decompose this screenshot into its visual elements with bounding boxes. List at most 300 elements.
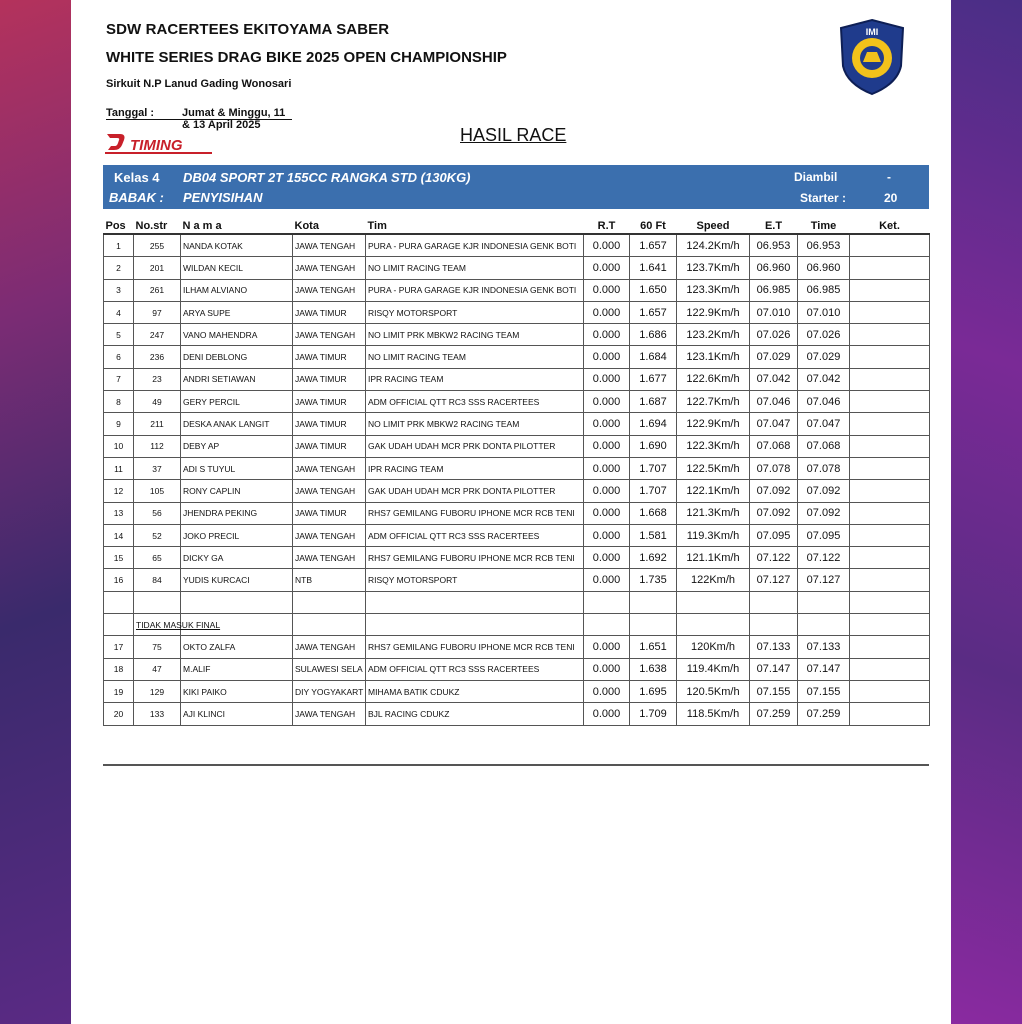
table-cell: ADM OFFICIAL QTT RC3 SSS RACERTEES: [366, 524, 584, 546]
table-cell: PURA - PURA GARAGE KJR INDONESIA GENK BOTI: [366, 279, 584, 301]
table-cell: ARYA SUPE: [181, 301, 293, 323]
table-cell: NO LIMIT PRK MBKW2 RACING TEAM: [366, 413, 584, 435]
table-header: [104, 218, 930, 234]
table-cell: 47: [134, 658, 181, 680]
table-cell: 07.155: [798, 680, 850, 702]
table-cell: 122.7Km/h: [677, 391, 750, 413]
table-cell: 1.690: [630, 435, 677, 457]
table-cell: 0.000: [584, 524, 630, 546]
left-background: [0, 0, 71, 1024]
table-cell: 07.259: [750, 703, 798, 725]
table-row: [104, 680, 930, 702]
table-cell: [850, 703, 930, 725]
table-cell: 4: [104, 301, 134, 323]
table-cell: 0.000: [584, 457, 630, 479]
table-cell: VANO MAHENDRA: [181, 324, 293, 346]
table-cell: 8: [104, 391, 134, 413]
table-cell: JAWA TENGAH: [293, 257, 366, 279]
table-cell: RONY CAPLIN: [181, 480, 293, 502]
table-cell: JAWA TIMUR: [293, 346, 366, 368]
table-cell: 06.985: [750, 279, 798, 301]
table-cell: 0.000: [584, 658, 630, 680]
col-nama: N a m a: [181, 218, 293, 234]
table-cell: 0.000: [584, 680, 630, 702]
table-cell: 10: [104, 435, 134, 457]
table-cell: 120.5Km/h: [677, 680, 750, 702]
table-cell: 1.686: [630, 324, 677, 346]
table-cell: 119.3Km/h: [677, 524, 750, 546]
col-nostr: No.str: [134, 218, 181, 234]
table-cell: 12: [104, 480, 134, 502]
table-cell: 37: [134, 457, 181, 479]
table-cell: [850, 614, 930, 636]
table-cell: [134, 591, 181, 613]
table-cell: 236: [134, 346, 181, 368]
table-cell: ADM OFFICIAL QTT RC3 SSS RACERTEES: [366, 658, 584, 680]
table-cell: JAWA TENGAH: [293, 324, 366, 346]
table-cell: M.ALIF: [181, 658, 293, 680]
date-value: Jumat & Minggu, 11 & 13 April 2025: [182, 107, 286, 131]
table-cell: 17: [104, 636, 134, 658]
table-cell: 122Km/h: [677, 569, 750, 591]
table-cell: 07.127: [798, 569, 850, 591]
table-cell: 1.668: [630, 502, 677, 524]
starter-label: Starter :: [800, 191, 847, 205]
table-row: [104, 234, 930, 257]
table-cell: 97: [134, 301, 181, 323]
table-cell: 07.046: [750, 391, 798, 413]
table-cell: JAWA TIMUR: [293, 435, 366, 457]
table-row: [104, 279, 930, 301]
table-cell: 122.3Km/h: [677, 435, 750, 457]
table-cell: RISQY MOTORSPORT: [366, 301, 584, 323]
table-cell: BJL RACING CDUKZ: [366, 703, 584, 725]
table-cell: 06.985: [798, 279, 850, 301]
table-cell: 122.6Km/h: [677, 368, 750, 390]
table-cell: 07.026: [798, 324, 850, 346]
table-cell: 65: [134, 547, 181, 569]
table-cell: [850, 457, 930, 479]
table-cell: [366, 614, 584, 636]
table-cell: JAWA TENGAH: [293, 703, 366, 725]
table-cell: 07.029: [798, 346, 850, 368]
table-cell: 261: [134, 279, 181, 301]
diambil-label: Diambil: [794, 170, 838, 184]
table-cell: 119.4Km/h: [677, 658, 750, 680]
table-cell: [850, 591, 930, 613]
table-cell: 0.000: [584, 480, 630, 502]
table-cell: 0.000: [584, 547, 630, 569]
table-cell: 122.5Km/h: [677, 457, 750, 479]
table-cell: [850, 301, 930, 323]
table-row: [104, 524, 930, 546]
table-cell: 07.095: [750, 524, 798, 546]
col-ket: Ket.: [850, 218, 930, 234]
table-cell: 07.042: [798, 368, 850, 390]
table-row: [104, 413, 930, 435]
table-cell: DICKY GA: [181, 547, 293, 569]
table-cell: [850, 435, 930, 457]
table-cell: 122.9Km/h: [677, 413, 750, 435]
table-cell: 1.707: [630, 457, 677, 479]
table-cell: 0.000: [584, 636, 630, 658]
col-tim: Tim: [366, 218, 584, 234]
table-cell: 07.026: [750, 324, 798, 346]
table-cell: 07.078: [750, 457, 798, 479]
table-cell: NO LIMIT RACING TEAM: [366, 257, 584, 279]
table-cell: 121.3Km/h: [677, 502, 750, 524]
table-cell: 52: [134, 524, 181, 546]
table-cell: [181, 591, 293, 613]
table-cell: [850, 480, 930, 502]
table-cell: [584, 591, 630, 613]
table-cell: GAK UDAH UDAH MCR PRK DONTA PILOTTER: [366, 480, 584, 502]
table-cell: 5: [104, 324, 134, 346]
table-cell: 07.047: [798, 413, 850, 435]
table-cell: 0.000: [584, 257, 630, 279]
table-cell: 11: [104, 457, 134, 479]
table-cell: 1.694: [630, 413, 677, 435]
table-cell: 7: [104, 368, 134, 390]
table-cell: [750, 614, 798, 636]
table-cell: 06.960: [750, 257, 798, 279]
table-cell: 255: [134, 234, 181, 257]
table-cell: 07.068: [750, 435, 798, 457]
table-cell: 0.000: [584, 435, 630, 457]
table-cell: JAWA TIMUR: [293, 502, 366, 524]
table-cell: [677, 591, 750, 613]
table-cell: 15: [104, 547, 134, 569]
table-cell: 06.953: [750, 234, 798, 257]
table-cell: [850, 524, 930, 546]
table-cell: 07.092: [750, 480, 798, 502]
table-cell: 1.695: [630, 680, 677, 702]
table-cell: 07.147: [798, 658, 850, 680]
table-cell: [850, 368, 930, 390]
table-row: [104, 435, 930, 457]
table-cell: [584, 614, 630, 636]
table-cell: [798, 614, 850, 636]
event-title-line1: SDW RACERTEES EKITOYAMA SABER: [106, 21, 390, 38]
table-cell: ILHAM ALVIANO: [181, 279, 293, 301]
table-cell: 23: [134, 368, 181, 390]
table-cell: DIY YOGYAKART: [293, 680, 366, 702]
table-cell: 0.000: [584, 368, 630, 390]
table-cell: 20: [104, 703, 134, 725]
table-cell: PURA - PURA GARAGE KJR INDONESIA GENK BOTI: [366, 234, 584, 257]
table-cell: 112: [134, 435, 181, 457]
table-cell: 1.581: [630, 524, 677, 546]
table-cell: JAWA TIMUR: [293, 391, 366, 413]
table-cell: JOKO PRECIL: [181, 524, 293, 546]
table-cell: SULAWESI SELA: [293, 658, 366, 680]
table-cell: 247: [134, 324, 181, 346]
table-cell: JAWA TIMUR: [293, 413, 366, 435]
table-cell: NO LIMIT PRK MBKW2 RACING TEAM: [366, 324, 584, 346]
table-cell: JHENDRA PEKING: [181, 502, 293, 524]
table-row: [104, 658, 930, 680]
circuit-name: Sirkuit N.P Lanud Gading Wonosari: [106, 78, 292, 90]
table-cell: 0.000: [584, 279, 630, 301]
table-cell: [850, 279, 930, 301]
table-cell: 06.953: [798, 234, 850, 257]
table-cell: 124.2Km/h: [677, 234, 750, 257]
table-cell: 07.122: [798, 547, 850, 569]
table-cell: 0.000: [584, 391, 630, 413]
table-cell: JAWA TIMUR: [293, 368, 366, 390]
results-table: [103, 218, 930, 726]
table-cell: 118.5Km/h: [677, 703, 750, 725]
table-cell: 0.000: [584, 703, 630, 725]
result-sheet: [71, 0, 951, 1024]
table-cell: MIHAMA BATIK CDUKZ: [366, 680, 584, 702]
table-cell: 1.641: [630, 257, 677, 279]
kelas-name: DB04 SPORT 2T 155CC RANGKA STD (130KG): [183, 170, 471, 185]
table-cell: 6: [104, 346, 134, 368]
table-cell: [850, 502, 930, 524]
table-cell: 07.092: [750, 502, 798, 524]
col-kota: Kota: [293, 218, 366, 234]
table-cell: RHS7 GEMILANG FUBORU IPHONE MCR RCB TENI: [366, 547, 584, 569]
table-cell: 129: [134, 680, 181, 702]
table-cell: [850, 324, 930, 346]
table-cell: 1.735: [630, 569, 677, 591]
table-cell: 1.651: [630, 636, 677, 658]
table-cell: [850, 680, 930, 702]
table-row: [104, 368, 930, 390]
table-cell: 0.000: [584, 413, 630, 435]
table-cell: NANDA KOTAK: [181, 234, 293, 257]
table-cell: [850, 391, 930, 413]
table-cell: [850, 257, 930, 279]
table-row: [104, 301, 930, 323]
table-cell: 123.3Km/h: [677, 279, 750, 301]
table-cell: [850, 658, 930, 680]
table-cell: 1.657: [630, 234, 677, 257]
table-cell: 07.133: [798, 636, 850, 658]
table-cell: ADM OFFICIAL QTT RC3 SSS RACERTEES: [366, 391, 584, 413]
babak-value: PENYISIHAN: [183, 190, 263, 205]
table-cell: 13: [104, 502, 134, 524]
table-cell: 07.042: [750, 368, 798, 390]
table-cell: [630, 591, 677, 613]
section-label: TIDAK MASUK FINAL: [134, 614, 181, 636]
table-cell: 123.1Km/h: [677, 346, 750, 368]
table-cell: NO LIMIT RACING TEAM: [366, 346, 584, 368]
table-cell: AJI KLINCI: [181, 703, 293, 725]
table-cell: 07.155: [750, 680, 798, 702]
table-cell: 201: [134, 257, 181, 279]
table-cell: DESKA ANAK LANGIT: [181, 413, 293, 435]
table-cell: 07.122: [750, 547, 798, 569]
table-row-section: [104, 614, 930, 636]
table-cell: GERY PERCIL: [181, 391, 293, 413]
table-cell: DENI DEBLONG: [181, 346, 293, 368]
table-cell: 0.000: [584, 301, 630, 323]
table-row: [104, 569, 930, 591]
table-cell: NTB: [293, 569, 366, 591]
table-cell: 9: [104, 413, 134, 435]
table-cell: JAWA TENGAH: [293, 457, 366, 479]
col-time: Time: [798, 218, 850, 234]
table-cell: 07.010: [750, 301, 798, 323]
table-row: [104, 324, 930, 346]
table-cell: [850, 569, 930, 591]
table-row: [104, 257, 930, 279]
table-cell: 07.092: [798, 502, 850, 524]
imi-logo: [837, 18, 907, 96]
starter-value: 20: [884, 191, 898, 205]
table-cell: WILDAN KECIL: [181, 257, 293, 279]
table-cell: 1.692: [630, 547, 677, 569]
table-cell: GAK UDAH UDAH MCR PRK DONTA PILOTTER: [366, 435, 584, 457]
table-cell: 07.133: [750, 636, 798, 658]
table-cell: 49: [134, 391, 181, 413]
class-band: [103, 165, 929, 209]
table-cell: RHS7 GEMILANG FUBORU IPHONE MCR RCB TENI: [366, 636, 584, 658]
table-cell: 84: [134, 569, 181, 591]
table-cell: 75: [134, 636, 181, 658]
table-cell: DEBY AP: [181, 435, 293, 457]
table-cell: [677, 614, 750, 636]
table-cell: [293, 614, 366, 636]
col-60ft: 60 Ft: [630, 218, 677, 234]
date-label: Tanggal :: [106, 107, 155, 119]
imi-logo-text: IMI: [865, 27, 879, 37]
table-cell: 1.650: [630, 279, 677, 301]
table-cell: [630, 614, 677, 636]
table-cell: 07.047: [750, 413, 798, 435]
diambil-value: -: [887, 170, 891, 184]
table-cell: 1.684: [630, 346, 677, 368]
table-cell: [750, 591, 798, 613]
table-cell: 121.1Km/h: [677, 547, 750, 569]
table-cell: [850, 234, 930, 257]
table-cell: 14: [104, 524, 134, 546]
table-row: [104, 480, 930, 502]
event-title-line2: WHITE SERIES DRAG BIKE 2025 OPEN CHAMPIONSHIP: [106, 49, 507, 66]
table-cell: 0.000: [584, 324, 630, 346]
table-cell: 07.127: [750, 569, 798, 591]
table-cell: RHS7 GEMILANG FUBORU IPHONE MCR RCB TENI: [366, 502, 584, 524]
table-cell: 18: [104, 658, 134, 680]
table-row: [104, 391, 930, 413]
right-background: [951, 0, 1022, 1024]
table-cell: 211: [134, 413, 181, 435]
table-cell: 07.147: [750, 658, 798, 680]
table-cell: 1.707: [630, 480, 677, 502]
table-cell: 105: [134, 480, 181, 502]
table-cell: [850, 413, 930, 435]
table-row-empty: [104, 591, 930, 613]
table-cell: [850, 346, 930, 368]
table-cell: [366, 591, 584, 613]
table-cell: 2: [104, 257, 134, 279]
table-cell: 07.029: [750, 346, 798, 368]
table-cell: IPR RACING TEAM: [366, 457, 584, 479]
table-cell: JAWA TENGAH: [293, 524, 366, 546]
table-cell: 07.095: [798, 524, 850, 546]
table-cell: [850, 547, 930, 569]
table-cell: JAWA TIMUR: [293, 301, 366, 323]
table-cell: 1.638: [630, 658, 677, 680]
table-cell: 133: [134, 703, 181, 725]
table-cell: JAWA TENGAH: [293, 279, 366, 301]
kelas-label: Kelas 4: [114, 170, 160, 185]
table-cell: 0.000: [584, 502, 630, 524]
table-cell: YUDIS KURCACI: [181, 569, 293, 591]
date-row: [106, 107, 292, 131]
table-cell: 0.000: [584, 346, 630, 368]
table-cell: 1.677: [630, 368, 677, 390]
col-rt: R.T: [584, 218, 630, 234]
table-cell: 07.046: [798, 391, 850, 413]
table-cell: 07.259: [798, 703, 850, 725]
table-cell: 120Km/h: [677, 636, 750, 658]
table-cell: 07.068: [798, 435, 850, 457]
table-cell: [293, 591, 366, 613]
bottom-divider: [103, 764, 929, 766]
table-cell: 0.000: [584, 234, 630, 257]
table-cell: 3: [104, 279, 134, 301]
table-cell: 123.2Km/h: [677, 324, 750, 346]
table-cell: 07.078: [798, 457, 850, 479]
table-cell: 1: [104, 234, 134, 257]
table-cell: [850, 636, 930, 658]
table-cell: [104, 591, 134, 613]
table-cell: 1.657: [630, 301, 677, 323]
table-row: [104, 703, 930, 725]
table-cell: 1.709: [630, 703, 677, 725]
table-cell: 07.010: [798, 301, 850, 323]
col-et: E.T: [750, 218, 798, 234]
table-cell: 1.687: [630, 391, 677, 413]
table-cell: 07.092: [798, 480, 850, 502]
table-cell: 0.000: [584, 569, 630, 591]
table-cell: JAWA TENGAH: [293, 547, 366, 569]
table-cell: JAWA TENGAH: [293, 480, 366, 502]
col-speed: Speed: [677, 218, 750, 234]
table-cell: KIKI PAIKO: [181, 680, 293, 702]
timing-logo: [104, 131, 214, 157]
table-cell: IPR RACING TEAM: [366, 368, 584, 390]
table-cell: [104, 614, 134, 636]
table-cell: 19: [104, 680, 134, 702]
col-pos: Pos: [104, 218, 134, 234]
table-cell: ADI S TUYUL: [181, 457, 293, 479]
table-cell: RISQY MOTORSPORT: [366, 569, 584, 591]
table-row: [104, 346, 930, 368]
table-cell: 122.9Km/h: [677, 301, 750, 323]
table-cell: 06.960: [798, 257, 850, 279]
table-cell: JAWA TENGAH: [293, 636, 366, 658]
table-row: [104, 502, 930, 524]
table-cell: [798, 591, 850, 613]
table-cell: 123.7Km/h: [677, 257, 750, 279]
table-cell: 56: [134, 502, 181, 524]
page-title: HASIL RACE: [460, 125, 567, 145]
table-row: [104, 636, 930, 658]
table-row: [104, 547, 930, 569]
table-cell: 16: [104, 569, 134, 591]
babak-label: BABAK :: [109, 190, 164, 205]
timing-logo-text: TIMING: [130, 137, 183, 154]
table-cell: ANDRI SETIAWAN: [181, 368, 293, 390]
table-cell: OKTO ZALFA: [181, 636, 293, 658]
table-row: [104, 457, 930, 479]
table-cell: 122.1Km/h: [677, 480, 750, 502]
table-cell: JAWA TENGAH: [293, 234, 366, 257]
